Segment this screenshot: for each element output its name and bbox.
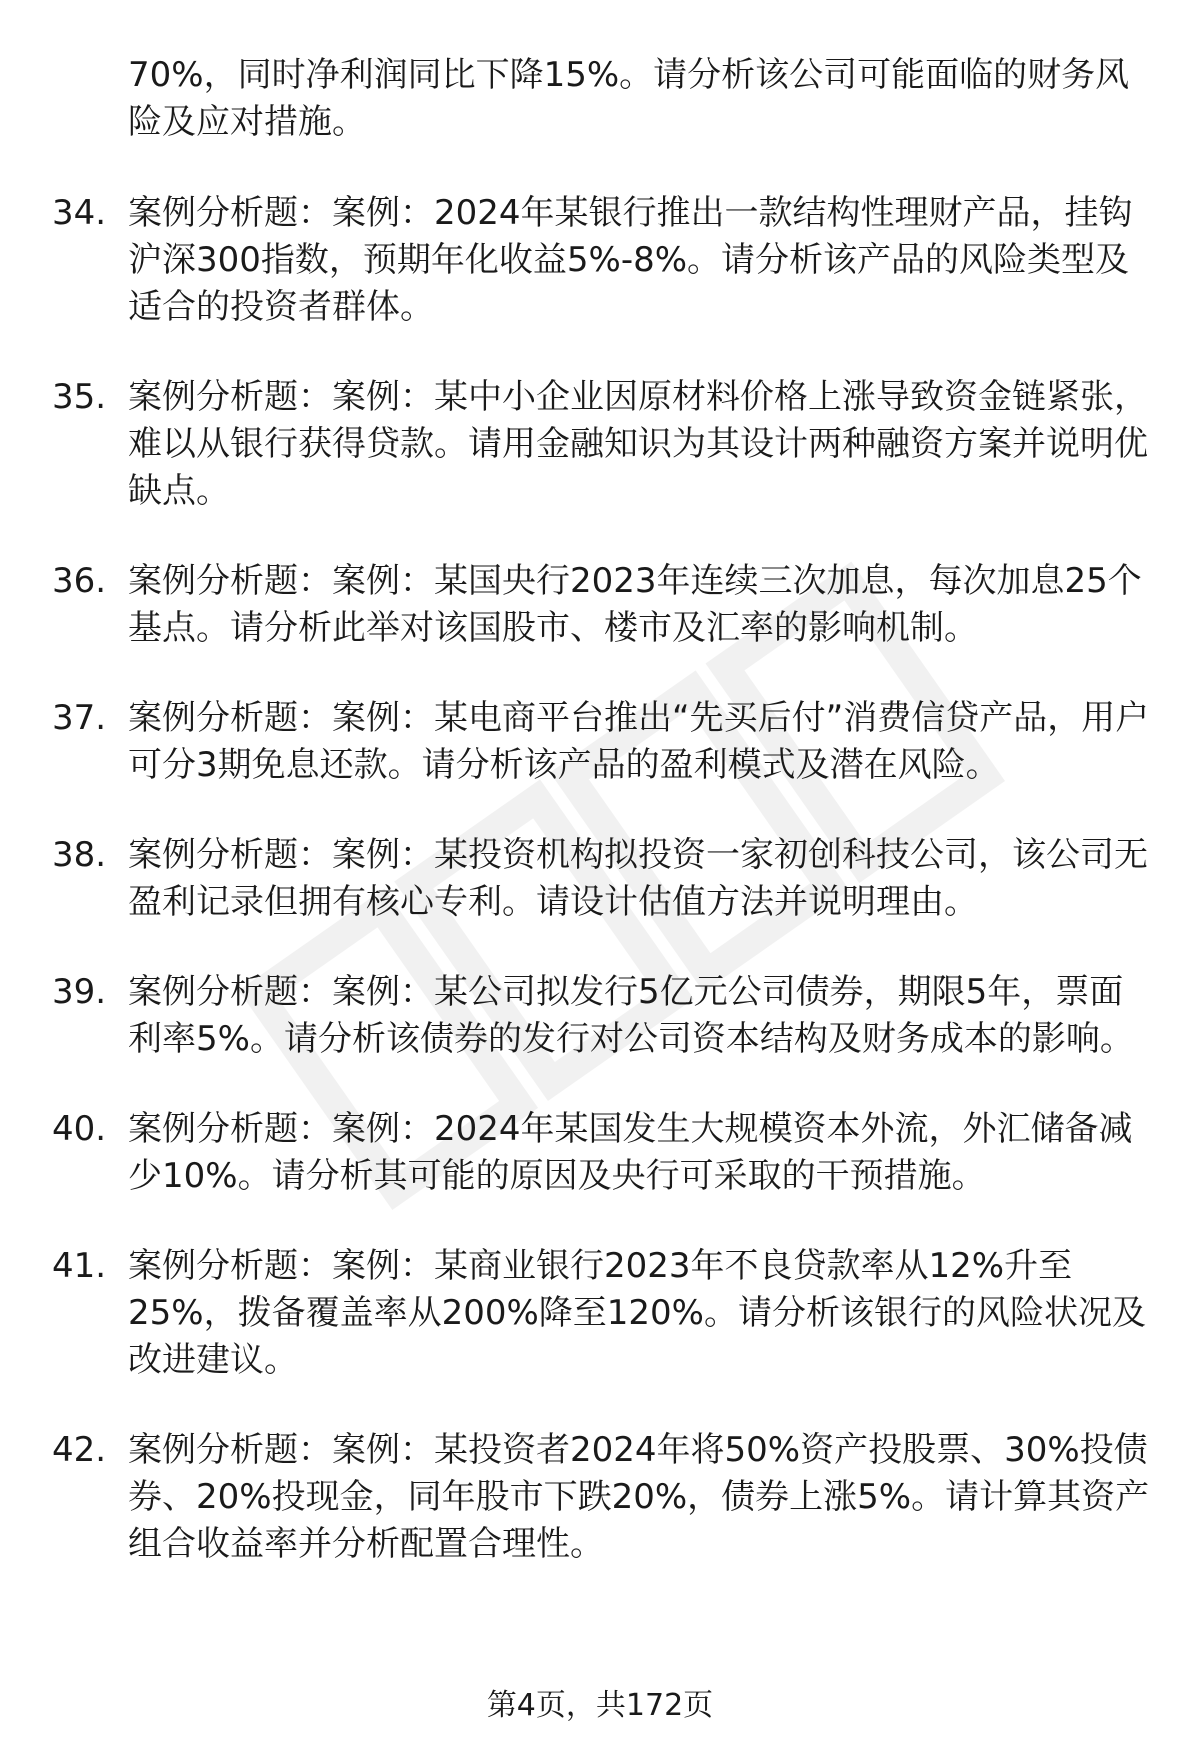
question-number: 35. — [52, 377, 107, 417]
question-item — [0, 832, 1200, 926]
question-text: 案例分析题：案例：2024年某银行推出一款结构性理财产品，挂钩沪深300指数，预期年化收益5%-8%。请分析该产品的风险类型及适合的投资者群体。 — [128, 193, 1133, 327]
question-text: 案例分析题：案例：某电商平台推出“先买后付”消费信贷产品，用户可分3期免息还款。请分析该产品的盈利模式及潜在风险。 — [128, 698, 1150, 785]
question-item — [0, 969, 1200, 1063]
question-text: 案例分析题：案例：某商业银行2023年不良贷款率从12%升至25%，拨备覆盖率从200%降至120%。请分析该银行的风险状况及改进建议。 — [128, 1246, 1146, 1380]
question-text: 案例分析题：案例：某投资者2024年将50%资产投股票、30%投债券、20%投现金，同年股市下跌20%，债券上涨5%。请计算其资产组合收益率并分析配置合理性。 — [128, 1430, 1150, 1564]
question-text: 案例分析题：案例：2024年某国发生大规模资本外流，外汇储备减少10%。请分析其可能的原因及央行可采取的干预措施。 — [128, 1109, 1133, 1196]
question-item — [0, 1243, 1200, 1384]
question-text: 案例分析题：案例：某中小企业因原材料价格上涨导致资金链紧张，难以从银行获得贷款。请用金融知识为其设计两种融资方案并说明优缺点。 — [128, 377, 1148, 511]
question-number: 39. — [52, 972, 107, 1012]
question-text: 案例分析题：案例：某国央行2023年连续三次加息，每次加息25个基点。请分析此举对该国股市、楼市及汇率的影响机制。 — [128, 561, 1142, 648]
question-item — [0, 558, 1200, 652]
question-number: 40. — [52, 1109, 107, 1149]
question-text: 案例分析题：案例：某投资机构拟投资一家初创科技公司，该公司无盈利记录但拥有核心专利。请设计估值方法并说明理由。 — [128, 835, 1148, 922]
question-item — [0, 190, 1200, 331]
question-number: 34. — [52, 193, 107, 233]
question-item — [0, 1106, 1200, 1200]
page-number-footer: 第4页，共172页 — [486, 1688, 714, 1723]
question-number: 36. — [52, 561, 107, 601]
question-item — [0, 695, 1200, 789]
question-item — [0, 374, 1200, 515]
question-continuation-text: 70%，同时净利润同比下降15%。请分析该公司可能面临的财务风险及应对措施。 — [128, 55, 1130, 142]
question-list — [0, 52, 1200, 1611]
question-text: 案例分析题：案例：某公司拟发行5亿元公司债券，期限5年，票面利率5%。请分析该债券的发行对公司资本结构及财务成本的影响。 — [128, 972, 1134, 1059]
question-number: 38. — [52, 835, 107, 875]
question-number: 42. — [52, 1430, 107, 1470]
question-number: 41. — [52, 1246, 107, 1286]
question-item — [0, 1427, 1200, 1568]
question-number: 37. — [52, 698, 107, 738]
